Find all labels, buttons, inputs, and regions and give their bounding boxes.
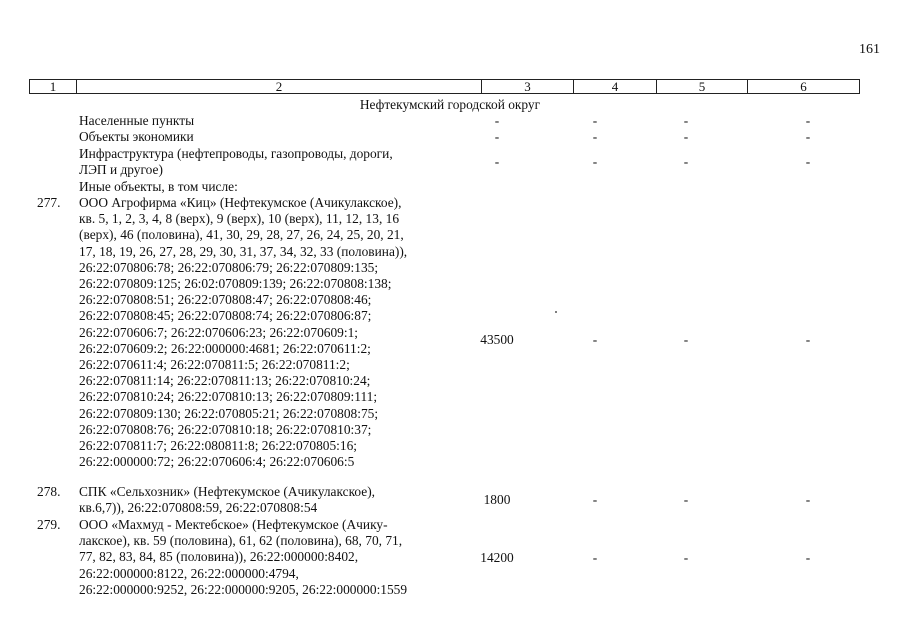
cell-col4: - xyxy=(592,550,598,565)
cell-col4: - xyxy=(592,113,598,128)
cell-col4: - xyxy=(592,492,598,507)
cell-col5: - xyxy=(683,113,689,128)
table-header-row xyxy=(29,79,860,94)
cell-col3: 43500 xyxy=(480,332,514,347)
scan-speck xyxy=(555,311,557,313)
row-description: Иные объекты, в том числе: xyxy=(79,179,238,194)
column-header-1: 1 xyxy=(30,80,77,93)
row-description: ООО «Махмуд - Мектебское» (Нефтекумское (Ачику- лакское), кв. 59 (половина), 61, 62 (половина), 68, 70, 71, 77, 82, 83, 84, 85 (половина)), 26:22:000000:8402, 26:22:000000:8122, 26:22:000000:4794, 26:22:000000:9252, 26:22:000000:9205, 26:22:000000:1559 xyxy=(79,517,408,597)
cell-col3: - xyxy=(494,154,500,169)
cell-col6: - xyxy=(805,129,811,144)
row-description: Объекты экономики xyxy=(79,129,194,144)
cell-col4: - xyxy=(592,332,598,347)
column-header-2: 2 xyxy=(77,80,482,93)
row-description: Инфраструктура (нефтепроводы, газопроводы, дороги, ЛЭП и другое) xyxy=(79,146,393,178)
cell-col5: - xyxy=(683,332,689,347)
row-number: 277. xyxy=(37,195,61,210)
page-number: 161 xyxy=(859,42,880,57)
cell-col6: - xyxy=(805,332,811,347)
cell-col6: - xyxy=(805,113,811,128)
row-description: ООО Агрофирма «Киц» (Нефтекумское (Ачикулакское), кв. 5, 1, 2, 3, 4, 8 (верх), 9 (верх), 10 (верх), 11, 12, 13, 16 (верх), 46 (половина), 41, 30, 29, 28, 27, 26, 24, 25, 20, 21, 17, 18, 19, 26, 27, 28, 29, 30, 31, 37, 34, 32, 33 (половина)), 26:22:070806:78; 26:22:070806:79; 26:22:070809:135; 26:22:070809:125; 26:02:070809:139; 26:22:070808:138; 26:22:070808:51; 26:22:070808:47; 26:22:070808:46; 26:22:070808:45; 26:22:070808:74; 26:22:070806:87; 26:22:070606:7; 26:22:070606:23; 26:22:070609:1; 26:22:070609:2; 26:22:000000:4681; 26:22:070611:2; 26:22:070611:4; 26:22:070811:5; 26:22:070811:2; 26:22:070811:14; 26:22:070811:13; 26:22:070810:24; 26:22:070810:24; 26:22:070810:13; 26:22:070809:111; 26:22:070809:130; 26:22:070805:21; 26:22:070808:75; 26:22:070808:76; 26:22:070810:18; 26:22:070810:37; 26:22:070811:7; 26:22:080811:8; 26:22:070805:16; 26:22:000000:72; 26:22:070606:4; 26:22:070606:5 xyxy=(79,195,408,470)
cell-col3: - xyxy=(494,129,500,144)
cell-col3: 14200 xyxy=(480,550,514,565)
cell-col4: - xyxy=(592,154,598,169)
column-header-6: 6 xyxy=(800,79,807,94)
row-description: СПК «Сельхозник» (Нефтекумское (Ачикулакское), кв.6,7)), 26:22:070808:59, 26:22:070808:54 xyxy=(79,484,376,516)
section-title: Нефтекумский городской округ xyxy=(359,97,541,112)
column-header-5: 5 xyxy=(657,80,748,93)
cell-col5: - xyxy=(683,154,689,169)
cell-col4: - xyxy=(592,129,598,144)
column-header-3: 3 xyxy=(482,80,574,93)
row-description: Населенные пункты xyxy=(79,113,195,128)
cell-col6: - xyxy=(805,550,811,565)
column-header-4: 4 xyxy=(574,80,657,93)
row-number: 278. xyxy=(37,484,61,499)
cell-col6: - xyxy=(805,154,811,169)
row-number: 279. xyxy=(37,517,61,532)
cell-col5: - xyxy=(683,492,689,507)
cell-col3: 1800 xyxy=(483,492,511,507)
cell-col5: - xyxy=(683,550,689,565)
cell-col3: - xyxy=(494,113,500,128)
cell-col6: - xyxy=(805,492,811,507)
cell-col5: - xyxy=(683,129,689,144)
